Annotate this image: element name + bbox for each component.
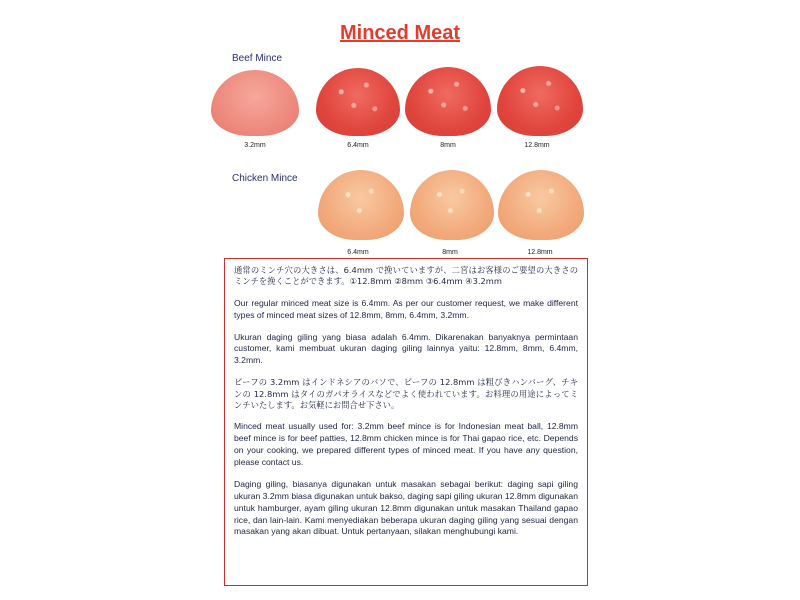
beef-mince-3-2mm-image	[211, 70, 299, 136]
info-paragraph-japanese-sizes: 通常のミンチ穴の大きさは、6.4mm で挽いていますが、二宮はお客様のご要望の大きさのミンチを挽くことができます。①12.8mm ②8mm ③6.4mm ④3.2mm	[234, 265, 578, 287]
info-paragraph-english-sizes: Our regular minced meat size is 6.4mm. As per our customer request, we make different types of minced meat sizes of 12.8mm, 8mm, 6.4mm, 3.2mm.	[234, 297, 578, 320]
beef-mince-8mm-image	[405, 67, 491, 136]
beef-mince-12-8mm-image	[497, 66, 583, 136]
chicken-size-label: 8mm	[442, 249, 458, 256]
chicken-mince-6-4mm-image	[318, 170, 404, 240]
beef-mince-label: Beef Mince	[232, 53, 283, 64]
chicken-size-label: 12.8mm	[527, 249, 553, 256]
info-paragraph-japanese-usage: ビーフの 3.2mm はインドネシアのバソで、ビーフの 12.8mm は粗びきハンバーグ、チキンの 12.8mm はタイのガパオライスなどでよく使われています。お料理の用途によってミンチいたします。お気軽にお問合せ下さい。	[234, 377, 578, 411]
page-title: Minced Meat	[339, 22, 461, 44]
info-paragraph-english-usage: Minced meat usually used for: 3.2mm beef mince is for Indonesian meat ball, 12.8mm beef mince is for beef patties, 12.8mm chicken mince is for Thai gapao rice, etc. Depends on your cooking, we prepared different types of minced meat. If you have any question, please contact us.	[234, 421, 578, 468]
beef-size-label: 12.8mm	[524, 142, 550, 149]
chicken-mince-8mm-image	[410, 170, 494, 240]
chicken-size-label: 6.4mm	[347, 249, 369, 256]
info-paragraph-indonesian-sizes: Ukuran daging giling yang biasa adalah 6.4mm. Dikarenakan banyaknya permintaan customer, kami membuat ukuran daging giling lainnya yaitu: 12.8mm, 8mm, 6.4mm, 3.2mm.	[234, 331, 578, 366]
beef-mince-6-4mm-image	[316, 68, 400, 136]
beef-size-label: 6.4mm	[347, 142, 369, 149]
info-box	[224, 258, 588, 586]
beef-size-label: 3.2mm	[244, 142, 266, 149]
beef-size-label: 8mm	[440, 142, 456, 149]
info-paragraph-indonesian-usage: Daging giling, biasanya digunakan untuk masakan sebagai berikut: daging sapi giling ukuran 3.2mm biasa digunakan untuk bakso, daging sapi giling ukuran 12.8mm digunakan untuk hamburger, ayam giling ukuran 12.8mm digunakan untuk masakan Thailand gapao rice, dan lain-lain. Kami menyediakan beberapa ukuran daging giling yang sesuai dengan masakan yang akan dibuat. Untuk pertanyaan, silakan menghubungi kami.	[234, 478, 578, 537]
chicken-mince-label: Chicken Mince	[232, 173, 298, 184]
chicken-mince-12-8mm-image	[498, 170, 584, 240]
